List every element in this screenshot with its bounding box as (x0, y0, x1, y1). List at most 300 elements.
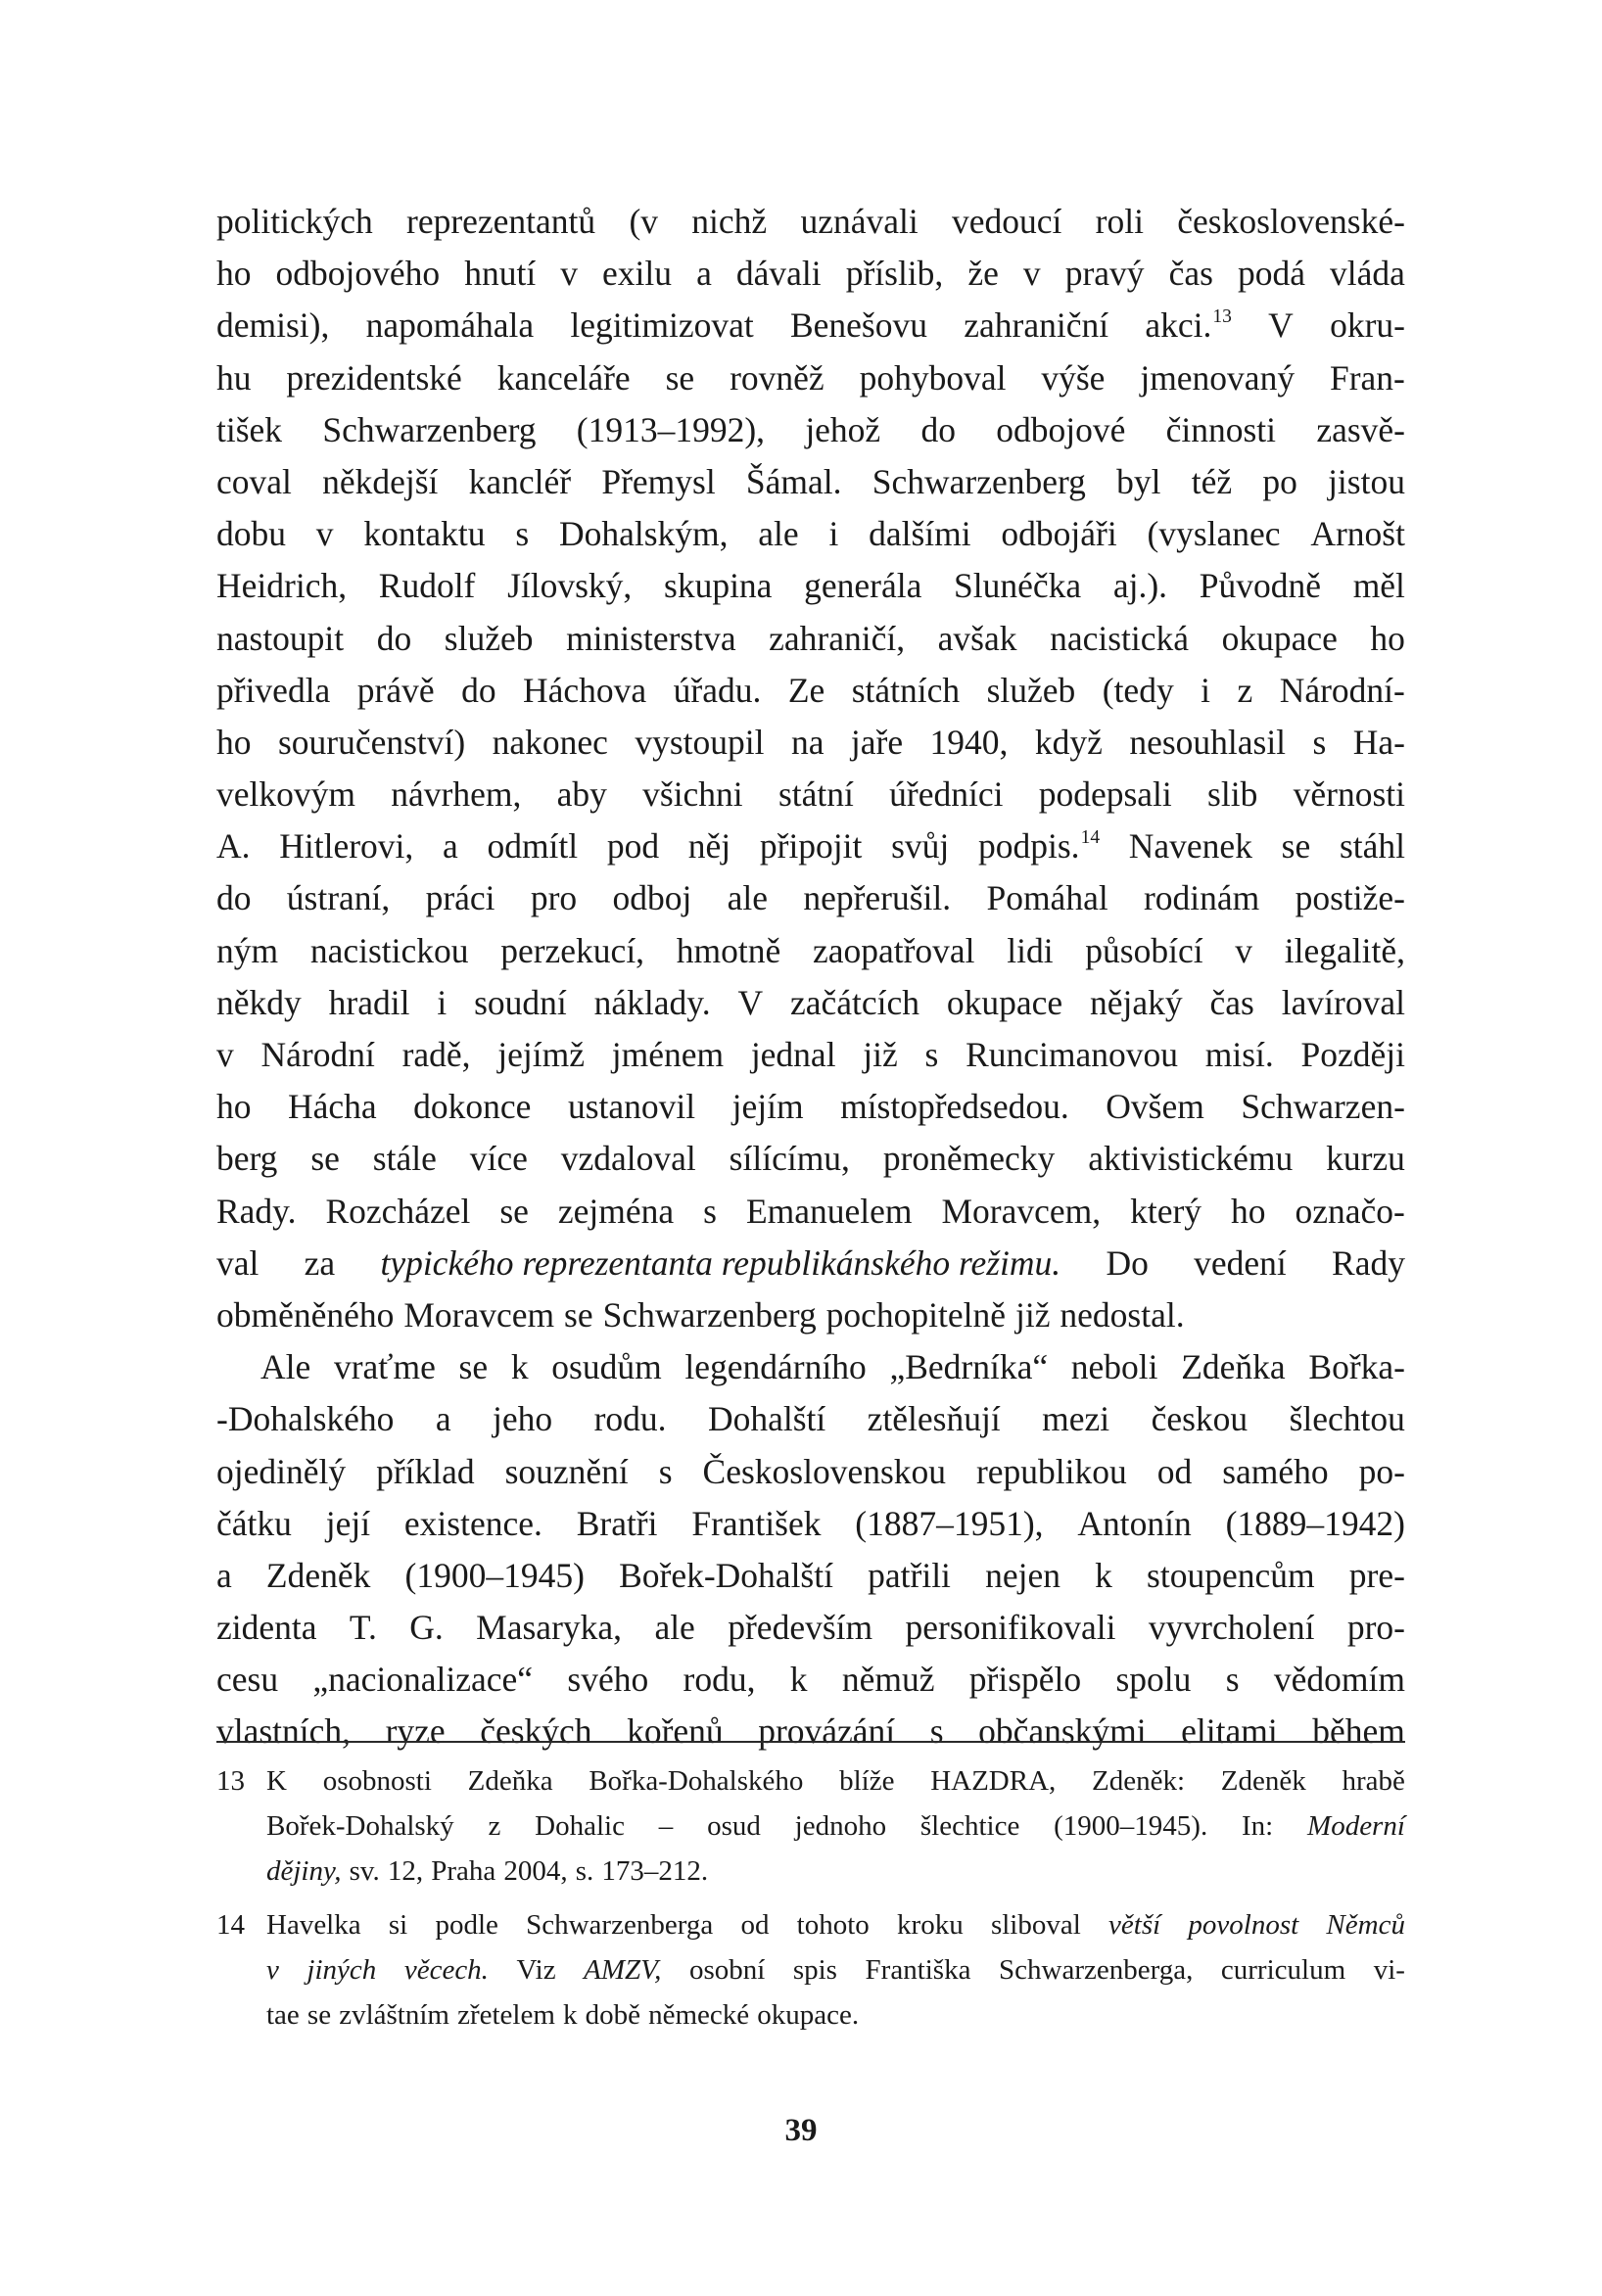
word: v (1235, 930, 1253, 970)
word: K (266, 1765, 287, 1797)
word: příklad (376, 1451, 475, 1491)
word: vláda (1330, 254, 1405, 294)
word: nacistická (1050, 618, 1190, 658)
word: Národní (260, 1035, 375, 1074)
word: (1887–1951), (855, 1503, 1044, 1543)
word: Schwarzenberga, (999, 1954, 1194, 1986)
word: Dohalským, (558, 514, 729, 554)
word: dalšími (869, 514, 971, 554)
word: okupace (1221, 618, 1338, 658)
word: věcech. (403, 1954, 489, 1986)
text-line (216, 248, 1405, 300)
word: byl (1116, 461, 1161, 501)
word: ale (758, 514, 799, 554)
word: Moravcem, (941, 1191, 1102, 1231)
word: zahraniční (964, 305, 1109, 346)
word: (tedy (1102, 670, 1174, 710)
word: curriculum (1220, 1954, 1346, 1986)
word: jejímž (497, 1035, 585, 1074)
word: T. (349, 1608, 377, 1648)
word: Dohalic (535, 1810, 625, 1842)
word: Rudolf (378, 566, 476, 606)
word: dobu (216, 514, 286, 554)
text-line (216, 769, 1405, 820)
word: státních (851, 670, 961, 710)
text-line (216, 1133, 1405, 1185)
word: Schwarzenberga (526, 1909, 714, 1941)
word: hu (216, 357, 252, 398)
word: vystoupil (635, 722, 765, 762)
footnote-14 (216, 1902, 1405, 2038)
word: jehož (805, 409, 881, 449)
word: uznávali (800, 202, 919, 241)
word: Ze (787, 670, 825, 710)
word: se (564, 1294, 593, 1335)
word: pro (530, 878, 578, 918)
word: Bořek-Dohalský (266, 1810, 454, 1842)
word: tae (266, 1999, 300, 2031)
word: Antonín (1077, 1503, 1192, 1543)
word: rodu, (683, 1660, 756, 1700)
word: ojedinělý (216, 1451, 347, 1491)
word: ho (216, 254, 252, 294)
footnote-line (266, 1758, 1405, 1804)
word: z (488, 1810, 501, 1842)
word: ho (1370, 618, 1405, 658)
word: státní (777, 774, 854, 815)
word: Masaryka, (476, 1608, 623, 1648)
word: „nacionalizace“ (312, 1660, 534, 1700)
word: vi- (1373, 1954, 1405, 1986)
word: Hitlerovi, (279, 826, 414, 867)
word: vědomím (1273, 1660, 1405, 1700)
text-line (216, 300, 1405, 351)
word: slib (1207, 774, 1258, 815)
word: na (790, 722, 825, 762)
word: se (306, 1999, 332, 2031)
text-line (216, 1446, 1405, 1498)
word: jménem (611, 1035, 725, 1074)
word: Rozcházel (325, 1191, 471, 1231)
word: vzdaloval (560, 1139, 696, 1179)
word: provázání (758, 1711, 896, 1752)
word: s (703, 1191, 717, 1231)
word: někdy (216, 982, 302, 1022)
text-line (216, 1341, 1405, 1393)
word: čátku (216, 1503, 292, 1543)
word: Pomáhal (986, 878, 1108, 918)
word: v (315, 514, 334, 554)
word: zejména (557, 1191, 675, 1231)
word: osobní (688, 1954, 766, 1986)
word: s (515, 514, 530, 554)
word: vedení (1194, 1242, 1287, 1283)
word: akci.$^{13}$ (1145, 305, 1232, 346)
word: podle (435, 1909, 498, 1941)
word: – (658, 1810, 674, 1842)
word: personifikovali (905, 1608, 1116, 1648)
word: reprezentantů (406, 202, 596, 241)
text-line (216, 1550, 1405, 1602)
word: nichž (691, 202, 768, 241)
word: čas (1209, 982, 1254, 1022)
word: okupace. (757, 1999, 860, 2031)
word: G. (409, 1608, 444, 1648)
word: misí. (1204, 1035, 1274, 1074)
word: úřadu. (673, 670, 762, 710)
footnote-reference[interactable]: 14 (1080, 826, 1101, 848)
word: HAZDRA, (930, 1765, 1057, 1797)
word: pro- (1346, 1608, 1405, 1648)
body-text (216, 196, 1405, 1758)
word: jmenovaný (1140, 357, 1296, 398)
word: coval (216, 461, 292, 501)
word: kroku (897, 1909, 964, 1941)
word: Rady (1332, 1242, 1405, 1283)
text-line (216, 1498, 1405, 1550)
word: místopředsedou. (840, 1087, 1069, 1127)
word: „Bedrníka“ (889, 1347, 1049, 1387)
word: za (304, 1242, 336, 1283)
word: rodu. (593, 1399, 667, 1439)
word: zidenta (216, 1608, 317, 1648)
word: zaopatřoval (812, 930, 975, 970)
word: Praha (431, 1855, 496, 1887)
word: osobnosti (322, 1765, 432, 1797)
word: po (1262, 461, 1297, 501)
word: nedostal. (1060, 1294, 1185, 1335)
word: dokonce (413, 1087, 532, 1127)
word: měl (1352, 566, 1405, 606)
word: mezi (1042, 1399, 1110, 1439)
text-line (216, 613, 1405, 665)
word: 173–212. (601, 1855, 709, 1887)
word: generála (804, 566, 922, 606)
word: osudům (551, 1347, 662, 1387)
word: okupace (946, 982, 1063, 1022)
word: Havelka (266, 1909, 361, 1941)
word: a (435, 1399, 451, 1439)
footnote-line (266, 1804, 1405, 1849)
word: Němců (1326, 1909, 1405, 1941)
word: Zdeněk (265, 1555, 371, 1595)
word: že (967, 254, 999, 294)
word: pochopitelně (825, 1294, 1007, 1335)
word: v (216, 1035, 234, 1074)
word: František (691, 1503, 822, 1543)
word: její (325, 1503, 371, 1543)
word: (vyslanec (1147, 514, 1281, 554)
word: napomáhala (365, 305, 535, 346)
word: podepsali (1038, 774, 1172, 815)
footnotes (216, 1758, 1405, 2046)
word: kanceláře (496, 357, 631, 398)
word: vedoucí (952, 202, 1062, 241)
word: Zdeňka (467, 1765, 553, 1797)
word: avšak (937, 618, 1017, 658)
word: sv. (349, 1855, 380, 1887)
word: Ale (260, 1347, 311, 1387)
word: nepřerušil. (803, 878, 952, 918)
word: roli (1095, 202, 1144, 241)
word: prezidentské (286, 357, 462, 398)
text-line (216, 560, 1405, 612)
word: souručenství) (277, 722, 466, 762)
word: v (560, 254, 578, 294)
word: velkovým (216, 774, 355, 815)
word: Dohalští (707, 1399, 826, 1439)
word: Zdeňka (1181, 1347, 1286, 1387)
word: Ovšem (1106, 1087, 1204, 1127)
word: ustanovil (567, 1087, 696, 1127)
word: V (1268, 305, 1294, 346)
word: působící (1085, 930, 1203, 970)
word: době (585, 1999, 640, 2031)
word: nakonec (492, 722, 608, 762)
word: Jílovský, (507, 566, 633, 606)
word: Zdeněk: (1092, 1765, 1186, 1797)
word: k (789, 1660, 808, 1700)
word: politických (216, 202, 373, 241)
word: Schwarzenberg (322, 409, 537, 449)
word: věrnosti (1293, 774, 1405, 815)
word: postiže- (1295, 878, 1405, 918)
word: se (310, 1139, 340, 1179)
word: ryze (385, 1711, 446, 1752)
word: (1900–1945) (404, 1555, 585, 1595)
footnote-line (266, 1992, 1405, 2038)
word: si (388, 1909, 408, 1941)
text-line (216, 925, 1405, 977)
word: se (1281, 826, 1311, 867)
word: proněmecky (882, 1139, 1056, 1179)
word: již (863, 1035, 898, 1074)
word: (v (629, 202, 659, 241)
word: nacistickou (309, 930, 469, 970)
word: hnutí (464, 254, 537, 294)
word: ným (216, 930, 279, 970)
word: někdejší (322, 461, 439, 501)
word: českou (1151, 1399, 1249, 1439)
word: příslib, (845, 254, 944, 294)
word: svůj (891, 826, 950, 867)
word: s (1312, 722, 1327, 762)
word: pre- (1348, 1555, 1405, 1595)
word: tišek (216, 409, 283, 449)
page-number: 39 (784, 2113, 818, 2148)
word: souznění (504, 1451, 629, 1491)
word: perzekucí, (500, 930, 645, 970)
word: Bořka- (1308, 1347, 1405, 1387)
word: Hácha (288, 1087, 377, 1127)
word: hrabě (1342, 1765, 1405, 1797)
word: označo- (1295, 1191, 1405, 1231)
word: val (216, 1242, 259, 1283)
word: cesu (216, 1660, 279, 1700)
word: a (696, 254, 712, 294)
word: šlechtou (1289, 1399, 1405, 1439)
word: Háchova (523, 670, 647, 710)
footnote-number: 13 (216, 1765, 245, 1797)
text-line (216, 1081, 1405, 1133)
word: nastoupit (216, 618, 345, 658)
word: odbojové (996, 409, 1126, 449)
word: Runcimanovou (966, 1035, 1178, 1074)
word: jednal (750, 1035, 836, 1074)
text-line (216, 665, 1405, 717)
word: i (437, 982, 448, 1022)
word: k (563, 1999, 578, 2031)
word: podpis.$^{14}$ (978, 826, 1101, 867)
word: nějaký (1090, 982, 1183, 1022)
text-line (216, 196, 1405, 248)
text-line (216, 404, 1405, 456)
word: odmítl (487, 826, 579, 867)
word: od (740, 1909, 770, 1941)
footnote-line (266, 1849, 1405, 1894)
text-line (216, 1654, 1405, 1706)
footnote-reference[interactable]: 13 (1212, 305, 1232, 327)
word: AMZV, (584, 1954, 662, 1986)
word: stáhl (1339, 826, 1405, 867)
footnote-line (266, 1947, 1405, 1992)
word: berg (216, 1139, 278, 1179)
word: do (461, 670, 496, 710)
word: aktivistickému (1088, 1139, 1294, 1179)
text-line (216, 872, 1405, 924)
word: podá (1237, 254, 1305, 294)
word: existence. (403, 1503, 542, 1543)
word: In: (1242, 1810, 1274, 1842)
word: ztělesňují (867, 1399, 1001, 1439)
word: vyvrcholení (1148, 1608, 1315, 1648)
word: Fran- (1329, 357, 1405, 398)
word: i (1201, 670, 1211, 710)
word: němuž (841, 1660, 935, 1700)
word: nesouhlasil (1129, 722, 1287, 762)
word: se (458, 1347, 489, 1387)
word: lidi (1007, 930, 1054, 970)
word: jiných (306, 1954, 377, 1986)
word: patřili (868, 1555, 951, 1595)
word: zvláštním (339, 1999, 449, 2031)
word: dávali (735, 254, 822, 294)
text-line (216, 1706, 1405, 1757)
word: přispělo (968, 1660, 1082, 1700)
word: připojit (759, 826, 863, 867)
word: Bořka-Dohalského (589, 1765, 804, 1797)
word: ústraní, (286, 878, 391, 918)
word: pohyboval (859, 357, 1007, 398)
word: 1940, (929, 722, 1009, 762)
word: především (728, 1608, 873, 1648)
word: úředníci (889, 774, 1004, 815)
word: spolu (1115, 1660, 1192, 1700)
word: Heidrich, (216, 566, 348, 606)
word: jednoho (794, 1810, 887, 1842)
word: skupina (664, 566, 773, 606)
word: sliboval (990, 1909, 1081, 1941)
word: ale (654, 1608, 695, 1648)
word: vlastních, (216, 1711, 352, 1752)
word: výše (1041, 357, 1106, 398)
word: Zdeněk (1220, 1765, 1306, 1797)
word: zasvě- (1316, 409, 1405, 449)
word: stoupencům (1147, 1555, 1315, 1595)
word: Šámal. (745, 461, 842, 501)
word: ale (727, 878, 769, 918)
word: svého (567, 1660, 649, 1700)
word: právě (356, 670, 435, 710)
word: se (499, 1191, 529, 1231)
word: náklady. (593, 982, 711, 1022)
word: po- (1358, 1451, 1405, 1491)
word: Československou (702, 1451, 947, 1491)
word: legendárního (684, 1347, 867, 1387)
text-line (216, 1029, 1405, 1081)
word: čas (1168, 254, 1213, 294)
word: Přemysl (601, 461, 716, 501)
text-line (216, 1289, 1405, 1341)
text-line (216, 820, 1405, 872)
word: z (1237, 670, 1253, 710)
word: všichni (642, 774, 743, 815)
word: soudní (474, 982, 567, 1022)
word: Později (1300, 1035, 1405, 1074)
word: okru- (1330, 305, 1405, 346)
text-line (216, 1186, 1405, 1238)
word: ho (216, 722, 252, 762)
word: stále (372, 1139, 437, 1179)
word: hmotně (676, 930, 781, 970)
word: neboli (1070, 1347, 1158, 1387)
word: odbojového (275, 254, 441, 294)
word: Emanuelem (745, 1191, 913, 1231)
word: Schwarzen- (1241, 1087, 1405, 1127)
word: Schwarzenberg (872, 461, 1086, 501)
word: jistou (1328, 461, 1405, 501)
word: s (929, 1711, 944, 1752)
text-line (216, 1393, 1405, 1445)
word: samého (1222, 1451, 1329, 1491)
word: Bratři (576, 1503, 658, 1543)
word: V (737, 982, 764, 1022)
word: se (665, 357, 695, 398)
word: vraťme (333, 1347, 436, 1387)
word: Rady. (216, 1191, 297, 1231)
footnote-line (266, 1902, 1405, 1947)
word: (1900–1945). (1054, 1810, 1208, 1842)
word: s. (575, 1855, 594, 1887)
word: Arnošt (1310, 514, 1405, 554)
word: začátcích (789, 982, 919, 1022)
word: od (1156, 1451, 1193, 1491)
footnote-number: 14 (216, 1909, 245, 1941)
word: Benešovu (789, 305, 927, 346)
text-line (216, 456, 1405, 508)
word: který (1130, 1191, 1202, 1231)
footnote-13 (216, 1758, 1405, 1894)
word: 12, (387, 1855, 424, 1887)
word: jaře (850, 722, 904, 762)
word: Navenek (1128, 826, 1252, 867)
word: něj (687, 826, 731, 867)
word: jejím (731, 1087, 804, 1127)
text-line (216, 352, 1405, 404)
text-line (216, 508, 1405, 560)
word: Bořek-Dohalští (619, 1555, 833, 1595)
word: Moravcem (403, 1294, 555, 1335)
